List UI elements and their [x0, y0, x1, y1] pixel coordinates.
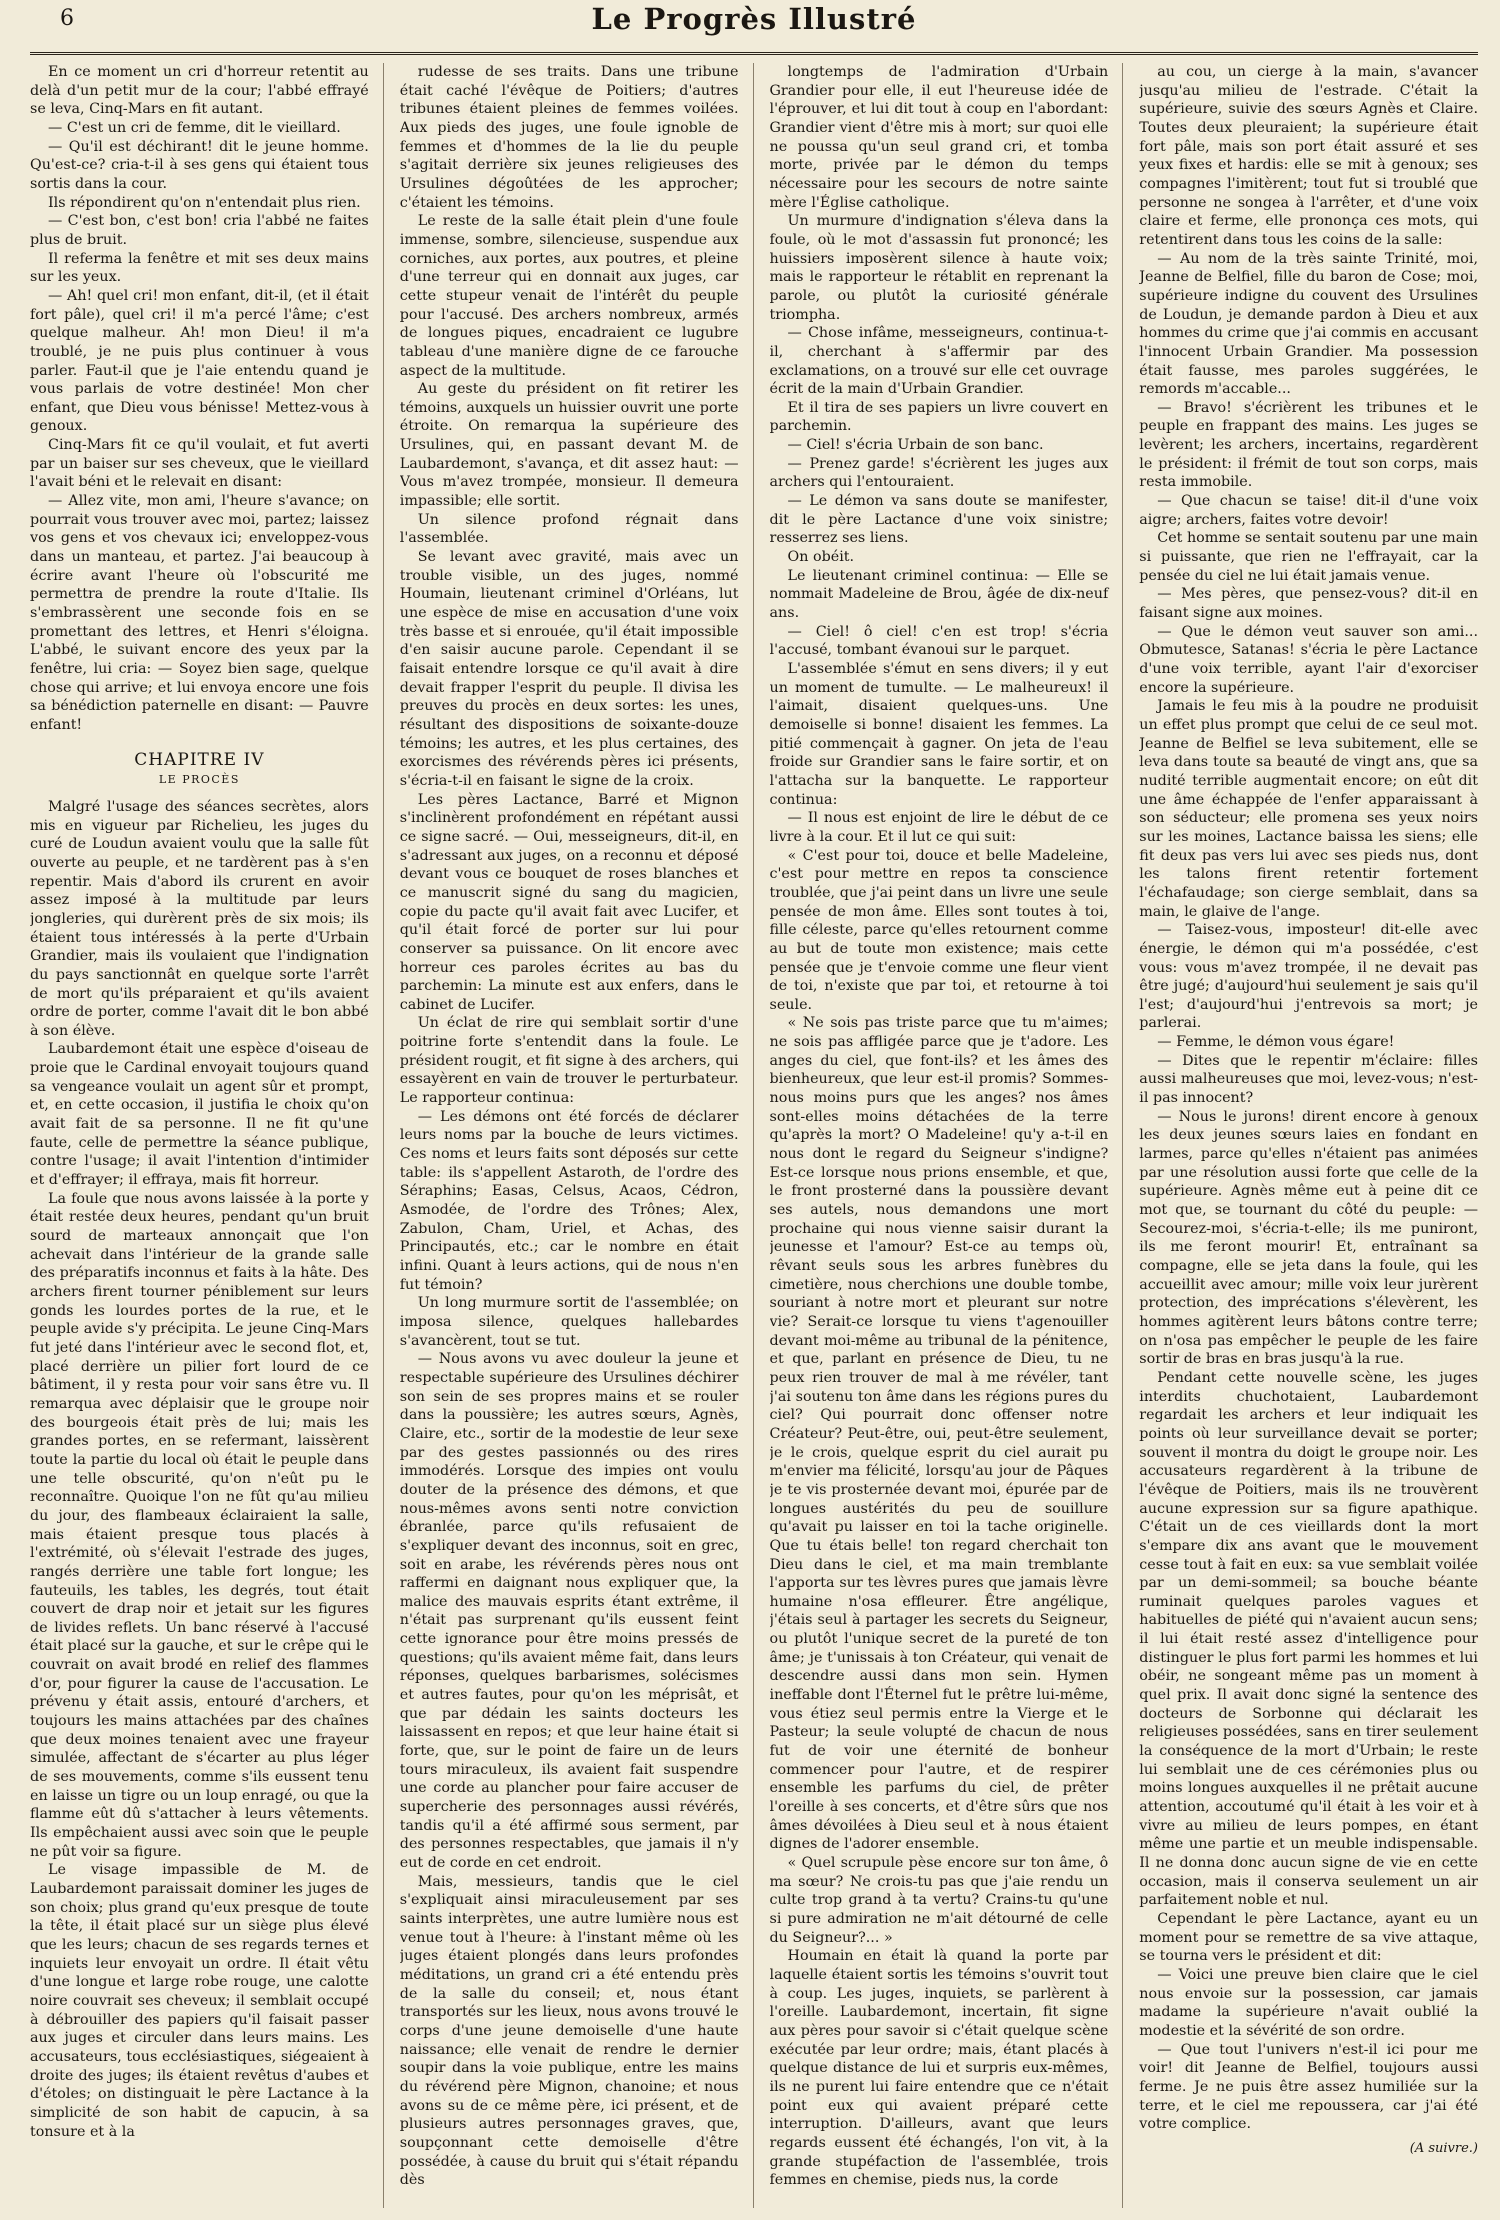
paragraph: Laubardemont était une espèce d'oiseau de proie que le Cardinal envoyait toujours quand sa vengeance voulait un agent sûr et prompt, et, en cette occasion, il justifia le choix qu'on avait fait de sa personne. Il ne fit qu'une faute, celle de permettre la séance publique, contre l'usage; il avait l'intention d'intimider et d'effrayer; il effraya, mais fit horreur. — [30, 1041, 369, 1189]
paragraph: — Au nom de la très sainte Trinité, moi, Jeanne de Belfiel, fille du baron de Cose; moi, supérieure indigne du couvent des Ursulines de Loudun, je demande pardon à Dieu et aux hommes du crime que j'ai commis en accusant l'innocent Urbain Grandier. Ma possession était fausse, mes paroles suggérées, le remords m'accable... — [1139, 250, 1478, 398]
paragraph: — Mes pères, que pensez-vous? dit-il en faisant signe aux moines. — [1139, 586, 1478, 622]
paragraph: Cinq-Mars fit ce qu'il voulait, et fut averti par un baiser sur ses cheveux, que le vieillard l'avait béni et le relevait en disant: — [30, 437, 369, 491]
column-3 — [770, 63, 1124, 2208]
paragraph: Jamais le feu mis à la poudre ne produisit un effet plus prompt que celui de ce seul mot. Jeanne de Belfiel se leva subitement, elle se leva dans toute sa beauté de vingt ans, que sa nudité terrible augmentait encore; on eût dit une âme échappée de l'enfer apparaissant à son séducteur; elle promena ses yeux noirs sur les moines, Lactance baissa les siens; elle fit deux pas vers lui avec ses pieds nus, dont les talons firent retentir fortement l'échafaudage; son cierge semblait, dans sa main, le glaive de l'ange. — [1139, 698, 1478, 920]
paragraph: « C'est pour toi, douce et belle Madeleine, c'est pour mettre en repos ta conscience troublée, que j'ai peint dans un livre une seule pensée de mon âme. Elles sont toutes à toi, fille céleste, parce qu'elles retournent comme au but de toute mon existence; mais cette pensée que je t'envoie comme une fleur vient de toi, n'existe que par toi, et retourne à toi seule. — [769, 847, 1109, 1013]
paragraph: — Il nous est enjoint de lire le début de ce livre à la cour. Et il lut ce qui suit: — [769, 810, 1109, 845]
paragraph: Le visage impassible de M. de Laubardemont paraissait dominer les juges de son choix; plus grand qu'eux presque de toute la tête, il était placé sur un siège plus élevé que les leurs; chacun de ses regards ternes et inquiets leur envoyait un ordre. Il était vêtu d'une longue et large robe rouge, une calotte noire couvrait ses cheveux; il semblait occupé à débrouiller des papiers qu'il faisait passer aux juges et circuler dans leurs mains. Les accusateurs, tous ecclésiastiques, siégeaient à droite des juges; ils étaient revêtus d'aubes et d'étoles; on distinguait le père Lactance à la simplicité de son habit de capucin, à sa tonsure et à la — [30, 1862, 369, 2140]
paragraph: — Femme, le démon vous égare! — [1157, 1034, 1395, 1051]
paragraph: La foule que nous avons laissée à la porte y était restée deux heures, pendant qu'un bruit sourd de marteaux annonçait que l'on achevait dans l'intérieur de la grande salle des préparatifs inconnus et faits à la hâte. Des archers firent tourner péniblement sur leurs gonds les lourdes portes de la rue, et le peuple avide s'y précipita. Le jeune Cinq-Mars fut jeté dans l'intérieur avec le second flot, et, placé derrière un pilier fort lourd de ce bâtiment, il y resta pour voir sans être vu. Il remarqua avec déplaisir que le groupe noir des bourgeois était près de lui; mais les grandes portes, en se refermant, laissèrent toute la partie du local où était le peuple dans une telle obscurité, qu'on n'eût pu le reconnaître. Quoique l'on ne fût qu'au milieu du jour, des flambeaux éclairaient la salle, mais étaient presque tous placés à l'extrémité, où s'élevait l'estrade des juges, rangés derrière une table fort longue; les fauteuils, les tables, les degrés, tout était couvert de drap noir et jetait sur les figures de livides reflets. Un banc réservé à l'accusé était placé sur la gauche, et sur le crêpe qui le couvrait on avait brodé en relief des flammes d'or, pour figurer la cause de l'accusation. Le prévenu y était assis, entouré d'archers, et toujours les mains attachées par des chaînes que deux moines tenaient avec une frayeur simulée, affectant de s'écarter au plus léger de ses mouvements, comme s'ils eussent tenu en laisse un tigre ou un loup enragé, ou que la flamme eût dû s'attacher à leurs vêtements. Ils empêchaient aussi avec soin que le peuple ne pût voir sa figure. — [30, 1190, 369, 1860]
column-2 — [400, 63, 754, 2208]
paragraph: — Nous le jurons! dirent encore à genoux les deux jeunes sœurs laies en fondant en larmes, parce qu'elles n'étaient pas animées par une résolution aussi forte que celle de la supérieure. Agnès même eut à peine dit ce mot que, se tournant du côté du peuple: — Secourez-moi, s'écria-t-elle; ils me puniront, ils me feront mourir! Et, entraînant sa compagne, elle se jeta dans la foule, qui les accueillit avec amour; mille voix leur jurèrent protection, des imprécations s'élevèrent, les hommes agitèrent leurs bâtons contre terre; on n'osa pas empêcher le peuple de les faire sortir de bras en bras jusqu'à la rue. — [1139, 1108, 1478, 1368]
paragraph: « Ne sois pas triste parce que tu m'aimes; ne sois pas affligée parce que je t'adore. Les anges du ciel, que font-ils? et les âmes des bienheureux, que leur est-il promis? Sommes-nous moins purs que les anges? nos âmes sont-elles moins détachées de la terre qu'après la mort? O Madeleine! qu'y a-t-il en nous dont le regard du Seigneur s'indigne? Est-ce lorsque nous prions ensemble, et que, le front prosterné dans la poussière devant ses autels, nous demandons une mort prochaine qui nous vienne saisir durant la jeunesse et l'amour? Est-ce au temps où, rêvant seuls sous les arbres funèbres du cimetière, nous cherchions une double tombe, souriant à notre mort et pleurant sur notre vie? Serait-ce lorsque tu viens t'agenouiller devant moi-même au tribunal de la pénitence, et que, parlant en présence de Dieu, tu ne peux rien trouver de mal à me révéler, tant j'ai soutenu ton âme dans les régions pures du ciel? Qui pourrait donc offenser notre Créateur? Peut-être, oui, peut-être seulement, je le crois, quelque esprit du ciel aurait pu m'envier ma félicité, lorsqu'au jour de Pâques je te vis prosternée devant moi, épurée par de longues austérités du peu de souillure qu'avait pu laisser en toi la tache originelle. Que tu étais belle! ton regard cherchait ton Dieu dans le ciel, et ma main tremblante l'apporta sur tes lèvres pures que jamais lèvre humaine n'osa effleurer. Être angélique, j'étais seul à partager les secrets du Seigneur, ou plutôt l'unique secret de la pureté de ton âme; je t'unissais à ton Créateur, qui venait de descendre aussi dans mon sein. Hymen ineffable dont l'Éternel fut le prêtre lui-même, vous étiez seul permis entre la Vierge et le Pasteur; la seule volupté de chacun de nous fut de voir une éternité de bonheur commencer pour l'autre, et de respirer ensemble les parfums du ciel, de prêter l'oreille à ses concerts, et d'être sûrs que nos âmes dévoilées à Dieu seul et à nous étaient dignes de l'adorer ensemble. — [769, 1015, 1109, 1853]
paragraph: Un long murmure sortit de l'assemblée; on imposa silence, quelques hallebardes s'avancèrent, tout se tut. — [399, 1295, 739, 1349]
paragraph: — Ciel! ô ciel! c'en est trop! s'écria l'accusé, tombant évanoui sur le parquet. — [769, 623, 1109, 659]
column-4 — [1139, 63, 1478, 2208]
paragraph: Un éclat de rire qui semblait sortir d'une poitrine forte s'entendit dans la foule. Le président rougit, et fit signe à des archers, qui essayèrent en vain de trouver le perturbateur. Le rapporteur continua: — [399, 1015, 739, 1107]
paragraph: — Chose infâme, messeigneurs, continua-t-il, cherchant à s'affermir par des exclamations, on a trouvé sur elle cet ouvrage écrit de la main d'Urbain Grandier. — [769, 325, 1109, 398]
paragraph: Houmain en était là quand la porte par laquelle étaient sortis les témoins s'ouvrit tout à coup. Les juges, inquiets, se parlèrent à l'oreille. Laubardemont, incertain, fit signe aux pères pour savoir si c'était quelque scène exécutée par leur ordre; mais, étant placés à quelque distance de lui et surpris eux-mêmes, ils ne purent lui faire entendre que ce n'était point eux qui avaient préparé cette interruption. D'ailleurs, avant que leurs regards eussent été échangés, l'on vit, à la grande stupéfaction de l'assemblée, trois femmes en chemise, pieds nus, la corde — [769, 1948, 1109, 2189]
paragraph: — C'est un cri de femme, dit le vieillard. — [48, 119, 341, 136]
column-4-text — [1139, 63, 1478, 2134]
paragraph: — Qu'il est déchirant! dit le jeune homme. Qu'est-ce? cria-t-il à ses gens qui étaient tous sortis dans la cour. — [30, 138, 369, 192]
paragraph: Il referma la fenêtre et mit ses deux mains sur les yeux. — [30, 250, 369, 286]
paragraph: — Le démon va sans doute se manifester, dit le père Lactance d'une voix sinistre; resserrez ses liens. — [769, 493, 1109, 547]
paragraph: Ils répondirent qu'on n'entendait plus rien. — [48, 194, 361, 211]
paragraph: longtemps de l'admiration d'Urbain Grandier pour elle, il eut l'heureuse idée de l'éprouver, et lui dit tout à coup en l'abordant: Grandier vient d'être mis à mort; sur quoi elle ne poussa qu'un seul grand cri, et tomba morte, privée par le démon du temps nécessaire pour les secours de notre sainte mère l'Église catholique. — [769, 64, 1109, 211]
paragraph: On obéit. — [787, 549, 855, 566]
paragraph: Se levant avec gravité, mais avec un trouble visible, un des juges, nommé Houmain, lieutenant criminel d'Orléans, lut une espèce de mise en accusation d'une voix très basse et si enrouée, qu'il était impossible d'en saisir aucune parole. Cependant il se faisait entendre lorsque ce qu'il avait à dire devait frapper l'esprit du peuple. Il divisa les preuves du procès en deux sortes: les unes, résultant des dispositions de soixante-douze témoins; les autres, et les plus certaines, des exorcismes des révérends pères ici présents, s'écria-t-il en faisant le signe de la croix. — [399, 549, 739, 789]
paragraph: — Allez vite, mon ami, l'heure s'avance; on pourrait vous trouver avec moi, partez; laissez vos gens et vos chevaux ici; enveloppez-vous dans un manteau, et partez. J'ai beaucoup à écrire avant l'heure où l'obscurité me permettra de prendre la route d'Italie. Ils s'embrassèrent une seconde fois en se promettant des lettres, et Henri s'éloigna. L'abbé, le suivant encore des yeux par la fenêtre, lui cria: — Soyez bien sage, quelque chose qui arrive; et lui envoya encore une fois sa bénédiction paternelle en disant: — Pauvre enfant! — [30, 493, 369, 733]
paragraph: — Voici une preuve bien claire que le ciel nous envoie sur la possession, car jamais madame la supérieure n'avait oublié la modestie et la sévérité de son ordre. — [1139, 1966, 1478, 2039]
article-columns — [30, 63, 1478, 2208]
paragraph: — C'est bon, c'est bon! cria l'abbé ne faites plus de bruit. — [30, 213, 369, 248]
paragraph: Les pères Lactance, Barré et Mignon s'inclinèrent profondément en répétant aussi ce signe sacré. — Oui, messeigneurs, dit-il, en s'adressant aux juges, on a reconnu et déposé devant vous ce bouquet de roses blanches et ce manuscrit signé du sang du magicien, copie du pacte qu'il avait fait avec Lucifer, et qu'il était forcé de porter sur lui pour conserver sa puissance. On lit encore avec horreur ces paroles écrites au bas du parchemin: La minute est aux enfers, dans le cabinet de Lucifer. — [399, 791, 739, 1013]
page-header — [30, 0, 1478, 55]
chapter-heading: CHAPITRE IV — [134, 749, 265, 770]
paragraph: Cependant le père Lactance, ayant eu un moment pour se remettre de sa vive attaque, se tourna vers le président et dit: — [1139, 1910, 1478, 1965]
paragraph: — Bravo! s'écrièrent les tribunes et le peuple en frappant des mains. Les juges se levèrent; les archers, incertains, regardèrent le président: il frémit de tout son corps, mais resta immobile. — [1139, 399, 1478, 491]
paragraph: — Dites que le repentir m'éclaire: filles aussi malheureuses que moi, levez-vous; n'est-il pas innocent? — [1139, 1052, 1478, 1107]
paragraph: Et il tira de ses papiers un livre couvert en parchemin. — [769, 399, 1109, 435]
paragraph: au cou, un cierge à la main, s'avancer jusqu'au milieu de l'estrade. C'était la supérieure, suivie des sœurs Agnès et Claire. Toutes deux pleuraient; la supérieure était fort pâle, mais son port était assuré et ses yeux fixes et hardis: elle se mit à genoux; ses compagnes l'imitèrent; tout fut si troublé que personne ne songea à l'arrêter, et d'une voix claire et ferme, elle prononça ces mots, qui retentirent dans tous les coins de la salle: — [1139, 64, 1478, 248]
column-1-text-continued — [30, 798, 369, 2141]
page-number: 6 — [60, 6, 74, 31]
paragraph: — Taisez-vous, imposteur! dit-elle avec énergie, le démon qui m'a possédée, c'est vous: vous m'avez trompée, il ne devait pas être jugé; d'aujourd'hui seulement je sais qu'il l'est; d'aujourd'hui j'entrevois sa mort; je parlerai. — [1139, 922, 1478, 1032]
paragraph: Un silence profond régnait dans l'assemblée. — [399, 511, 739, 547]
paragraph: — Ah! quel cri! mon enfant, dit-il, (et il était fort pâle), quel cri! il m'a percé l'âme; c'est quelque malheur. Ah! mon Dieu! il m'a troublé, je ne puis plus continuer à vous parler. Faut-il que je l'aie entendu quand je vous parlais de votre destinée! Mon cher enfant, que Dieu vous bénisse! Mettez-vous à genoux. — [30, 287, 369, 435]
paragraph: Au geste du président on fit retirer les témoins, auxquels un huissier ouvrit une porte étroite. On remarqua la supérieure des Ursulines, qui, en passant devant M. de Laubardemont, s'avança, et dit assez haut: — Vous m'avez trompée, monsieur. Il demeura impassible; elle sortit. — [399, 381, 739, 510]
paragraph: Un murmure d'indignation s'éleva dans la foule, où le mot d'assassin fut prononcé; les huissiers imposèrent silence à haute voix; mais le rapporteur le rétablit en reprenant la parole, ou plutôt la curiosité générale triompha. — [769, 213, 1109, 323]
chapter-subheading: LE PROCÈS — [158, 773, 240, 787]
paragraph: rudesse de ses traits. Dans une tribune était caché l'évêque de Poitiers; d'autres tribunes étaient pleines de femmes voilées. Aux pieds des juges, une foule ignoble de femmes et d'hommes de la lie du peuple s'agitait derrière six jeunes religieuses des Ursulines dégoûtées de les approcher; c'étaient les témoins. — [399, 64, 739, 211]
column-3-text — [770, 63, 1109, 2190]
paragraph: En ce moment un cri d'horreur retentit au delà d'un petit mur de la cour; l'abbé effrayé se leva, Cinq-Mars en fit autant. — [30, 64, 369, 118]
paragraph: Malgré l'usage des séances secrètes, alors mis en vigueur par Richelieu, les juges du curé de Loudun avaient voulu que la salle fût ouverte au peuple, et ne tardèrent pas à s'en repentir. Mais d'abord ils crurent en avoir assez imposé à la multitude par leurs jongleries, qui durèrent près de six mois; ils étaient tous intéressés à la perte d'Urbain Grandier, mais ils voulaient que l'indignation du pays sanctionnât en quelque sorte l'arrêt de mort qu'ils préparaient et qu'ils avaient ordre de porter, comme l'avait dit le bon abbé à son élève. — [30, 798, 369, 1039]
paragraph: — Les démons ont été forcés de déclarer leurs noms par la bouche de leurs victimes. Ces noms et leurs faits sont déposés sur cette table: ils s'appellent Astaroth, de l'ordre des Séraphins; Easas, Celsus, Acaos, Cédron, Asmodée, de l'ordre des Trônes; Alex, Zabulon, Cham, Uriel, et Achas, des Principautés, etc.; car le nombre en était infini. Quant à leurs actions, qui de nous n'en fut témoin? — [399, 1108, 739, 1293]
paragraph: — Que le démon veut sauver son ami... Obmutesce, Satanas! s'écria le père Lactance d'une voix terrible, ayant l'air d'exorciser encore la supérieure. — [1139, 623, 1478, 696]
paragraph: « Quel scrupule pèse encore sur ton âme, ô ma sœur? Ne crois-tu pas que j'aie rendu un culte trop grand à ta vertu? Crains-tu qu'une si pure admiration ne m'ait détourné de celle du Seigneur?... » — [769, 1855, 1109, 1946]
paragraph: — Que tout l'univers n'est-il ici pour me voir! dit Jeanne de Belfiel, toujours aussi ferme. Je ne puis être assez humiliée sur la terre, et le ciel me repoussera, car j'ai été votre complice. — [1139, 2041, 1478, 2133]
paragraph: — Prenez garde! s'écrièrent les juges aux archers qui l'entouraient. — [769, 455, 1109, 491]
masthead-title: Le Progrès Illustré — [591, 2, 917, 36]
paragraph: Le reste de la salle était plein d'une foule immense, sombre, silencieuse, suspendue aux corniches, aux portes, aux poutres, et pleine d'une terreur qui en donnait aux juges, car cette stupeur venait de l'intérêt du peuple pour l'accusé. Des archers nombreux, armés de longues piques, encadraient ce lugubre tableau d'une manière digne de ce farouche aspect de la multitude. — [399, 213, 739, 379]
column-2-text — [400, 63, 739, 2190]
paragraph: Pendant cette nouvelle scène, les juges interdits chuchotaient, Laubardemont regardait les archers et leur indiquait les points où leur surveillance devait se porter; souvent il montra du doigt le groupe noir. Les accusateurs regardèrent à la tribune de l'évêque de Poitiers, mais ils ne trouvèrent aucune expression sur sa figure apathique. C'était un de ces vieillards dont la mort s'empare dix ans avant que le mouvement cesse tout à fait en eux: sa vue semblait voilée par un demi-sommeil; sa bouche béante ruminait quelques paroles vagues et habituelles de piété qui n'avaient aucun sens; il lui était resté assez d'intelligence pour distinguer le plus fort parmi les hommes et lui obéir, ne songeant même pas un moment à quel prix. Il avait donc signé la sentence des docteurs de Sorbonne qui déclarait les religieuses possédées, sans en tirer seulement la conséquence de la mort d'Urbain; le reste lui semblait une de ces cérémonies plus ou moins longues auxquelles il ne prêtait aucune attention, accoutumé qu'il était à les voir et à vivre au milieu de leurs pompes, en étant même une partie et un meuble indispensable. Il ne donna donc aucun signe de vie en cette occasion, mais il conserva seulement un air parfaitement noble et nul. — [1139, 1369, 1478, 1909]
paragraph: Mais, messieurs, tandis que le ciel s'expliquait ainsi miraculeusement par ses saints interprètes, une autre lumière nous est venue tout à l'heure: à l'instant même où les juges étaient plongés dans leurs profondes méditations, un grand cri a été entendu près de la salle du conseil; et, nous étant transportés sur les lieux, nous avons trouvé le corps d'une jeune demoiselle d'une haute naissance; elle venait de rendre le dernier soupir dans la voie publique, entre les mains du révérend père Mignon, chanoine; et nous avons su de ce même père, ici présent, et de plusieurs autres personnages graves, que, soupçonnant cette demoiselle d'être possédée, à cause du bruit qui s'était répandu dès — [399, 1873, 739, 2189]
paragraph: Cet homme se sentait soutenu par une main si puissante, que rien ne l'effrayait, car la pensée du ciel ne lui était jamais venue. — [1139, 530, 1478, 584]
paragraph: — Que chacun se taise! dit-il d'une voix aigre; archers, faites votre devoir! — [1139, 493, 1478, 528]
paragraph: — Ciel! s'écria Urbain de son banc. — [787, 437, 1044, 454]
to-be-continued: (A suivre.) — [1409, 2140, 1478, 2156]
paragraph: L'assemblée s'émut en sens divers; il y eut un moment de tumulte. — Le malheureux! il l'aimait, disaient quelques-uns. Une demoiselle si bonne! disaient les femmes. La pitié commençait à gagner. On jeta de l'eau froide sur Grandier sans le faire sortir, et on l'attacha sur la banquette. Le rapporteur continua: — [769, 661, 1109, 808]
paragraph: Le lieutenant criminel continua: — Elle se nommait Madeleine de Brou, âgée de dix-neuf ans. — [769, 567, 1109, 622]
column-1-text — [30, 63, 369, 735]
column-1 — [30, 63, 384, 2208]
paragraph: — Nous avons vu avec douleur la jeune et respectable supérieure des Ursulines déchirer son sein de ses propres mains et se rouler dans la poussière; les autres sœurs, Agnès, Claire, etc., sortir de la modestie de leur sexe par des gestes passionnés ou des rires immodérés. Lorsque des impies ont voulu douter de la présence des démons, et que nous-mêmes avons senti notre conviction ébranlée, parce qu'ils refusaient de s'expliquer devant des inconnus, soit en grec, soit en arabe, les révérends pères nous ont raffermi en daignant nous expliquer que, la malice des mauvais esprits étant extrême, il n'était pas surprenant qu'ils eussent feint cette ignorance pour être moins pressés de questions; qu'ils avaient même fait, dans leurs réponses, quelques barbarismes, solécismes et autres fautes, pour qu'on les méprisât, et que par dédain les saints docteurs les laissassent en repos; et que leur haine était si forte, que, sur le point de faire un de leurs tours miraculeux, ils avaient fait suspendre une corde au plancher pour faire accuser de supercherie des personnages aussi révérés, tandis qu'il a été affirmé sous serment, par des personnes respectables, que jamais il n'y eut de corde en cet endroit. — [399, 1351, 739, 1871]
